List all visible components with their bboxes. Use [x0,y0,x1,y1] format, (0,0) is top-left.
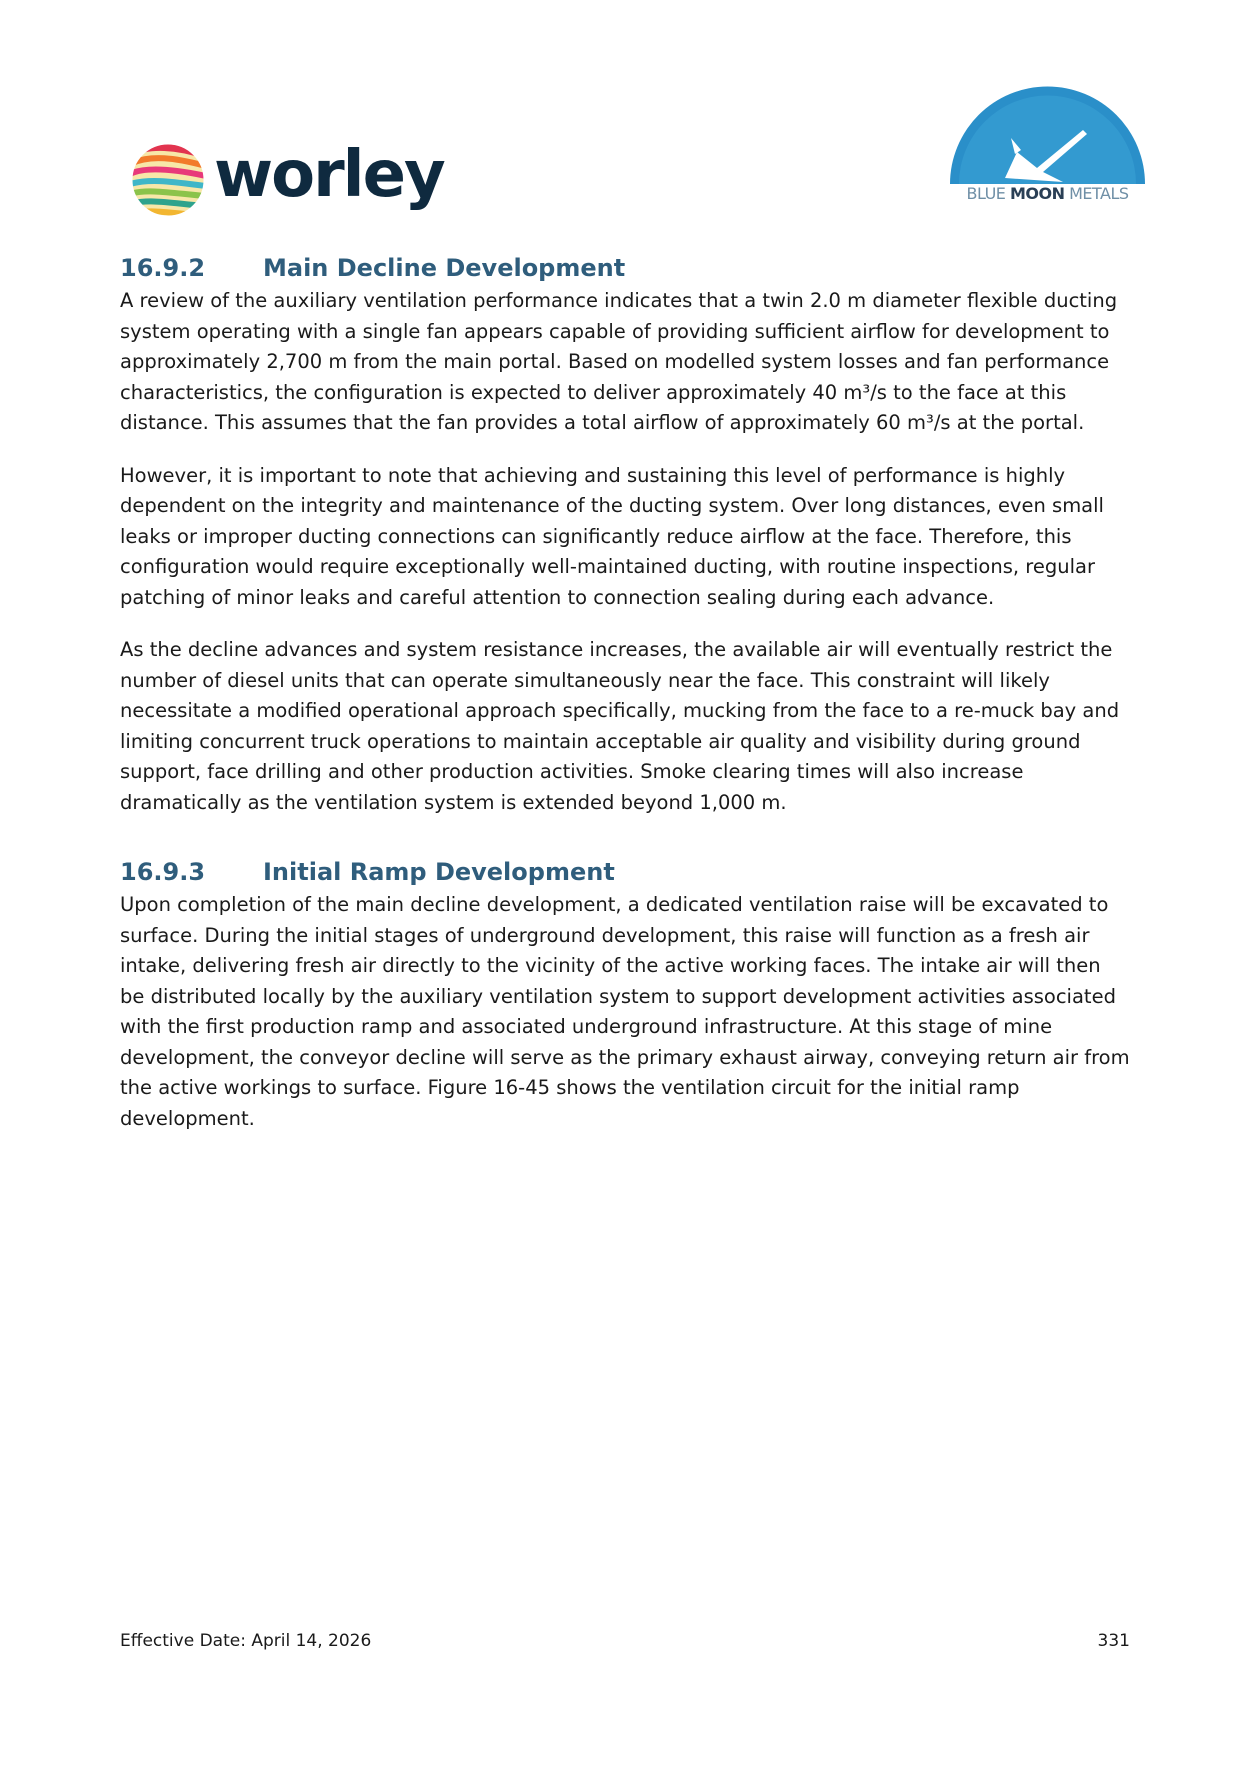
section-title: Main Decline Development [263,254,626,282]
page-header [0,0,1250,230]
blue-moon-metals-wordmark [945,184,1150,203]
worley-wordmark: worley [214,138,444,212]
paragraph: As the decline advances and system resistance increases, the available air will eventually restrict the number of diesel units that can operate simultaneously near the face. This constraint will likely necessitate a modified operational approach specifically, mucking from the face to a re-muck bay and limiting concurrent truck operations to maintain acceptable air quality and visibility during ground support, face drilling and other production activities. Smoke clearing times will also increase dramatically as the ventilation system is extended beyond 1,000 m. [120,638,1120,814]
bluemoon-text-metals: METALS [1064,184,1129,203]
paragraph: Upon completion of the main decline development, a dedicated ventilation raise will be excavated to surface. During the initial stages of underground development, this raise will function as a fresh air intake, delivering fresh air directly to the vicinity of the active working faces. The intake air will then be distributed locally by the auxiliary ventilation system to support development activities associated with the first production ramp and associated underground infrastructure. At this stage of mine development, the conveyor decline will serve as the primary exhaust airway, conveying return air from the active workings to surface. Figure 16-45 shows the ventilation circuit for the initial ramp development. [120,893,1130,1130]
bluemoon-text-blue: BLUE [966,184,1010,203]
blue-moon-metals-logo [945,80,1150,210]
paragraph: A review of the auxiliary ventilation performance indicates that a twin 2.0 m diameter flexible ducting system operating with a single fan appears capable of providing sufficient airflow for development to approximately 2,700 m from the main portal. Based on modelled system losses and fan performance characteristics, the configuration is expected to deliver approximately 40 m³/s to the face at this distance. This assumes that the fan provides a total airflow of approximately 60 m³/s at the portal. [120,289,1118,434]
bluemoon-text-moon: MOON [1009,184,1065,203]
page-footer [120,1631,1130,1661]
paragraph: However, it is important to note that achieving and sustaining this level of performance is highly dependent on the integrity and maintenance of the ducting system. Over long distances, even small leaks or improper ducting connections can significantly reduce airflow at the face. Therefore, this configuration would require exceptionally well-maintained ducting, with routine inspections, regular patching of minor leaks and careful attention to connection sealing during each advance. [120,463,1104,609]
blue-moon-icon [945,80,1150,184]
section-number: 16.9.2 [120,254,206,282]
section-spacer [120,840,1130,854]
section-heading-16-9-3 [120,854,1130,890]
section-title: Initial Ramp Development [263,858,615,886]
document-body [120,250,1130,1156]
section-heading-16-9-2 [120,250,1130,286]
worley-logo [128,138,468,228]
effective-date: Effective Date: April 14, 2026 [120,1631,372,1651]
worley-globe-icon [128,140,208,220]
section-number: 16.9.3 [120,858,206,886]
page-number: 331 [1097,1631,1130,1651]
